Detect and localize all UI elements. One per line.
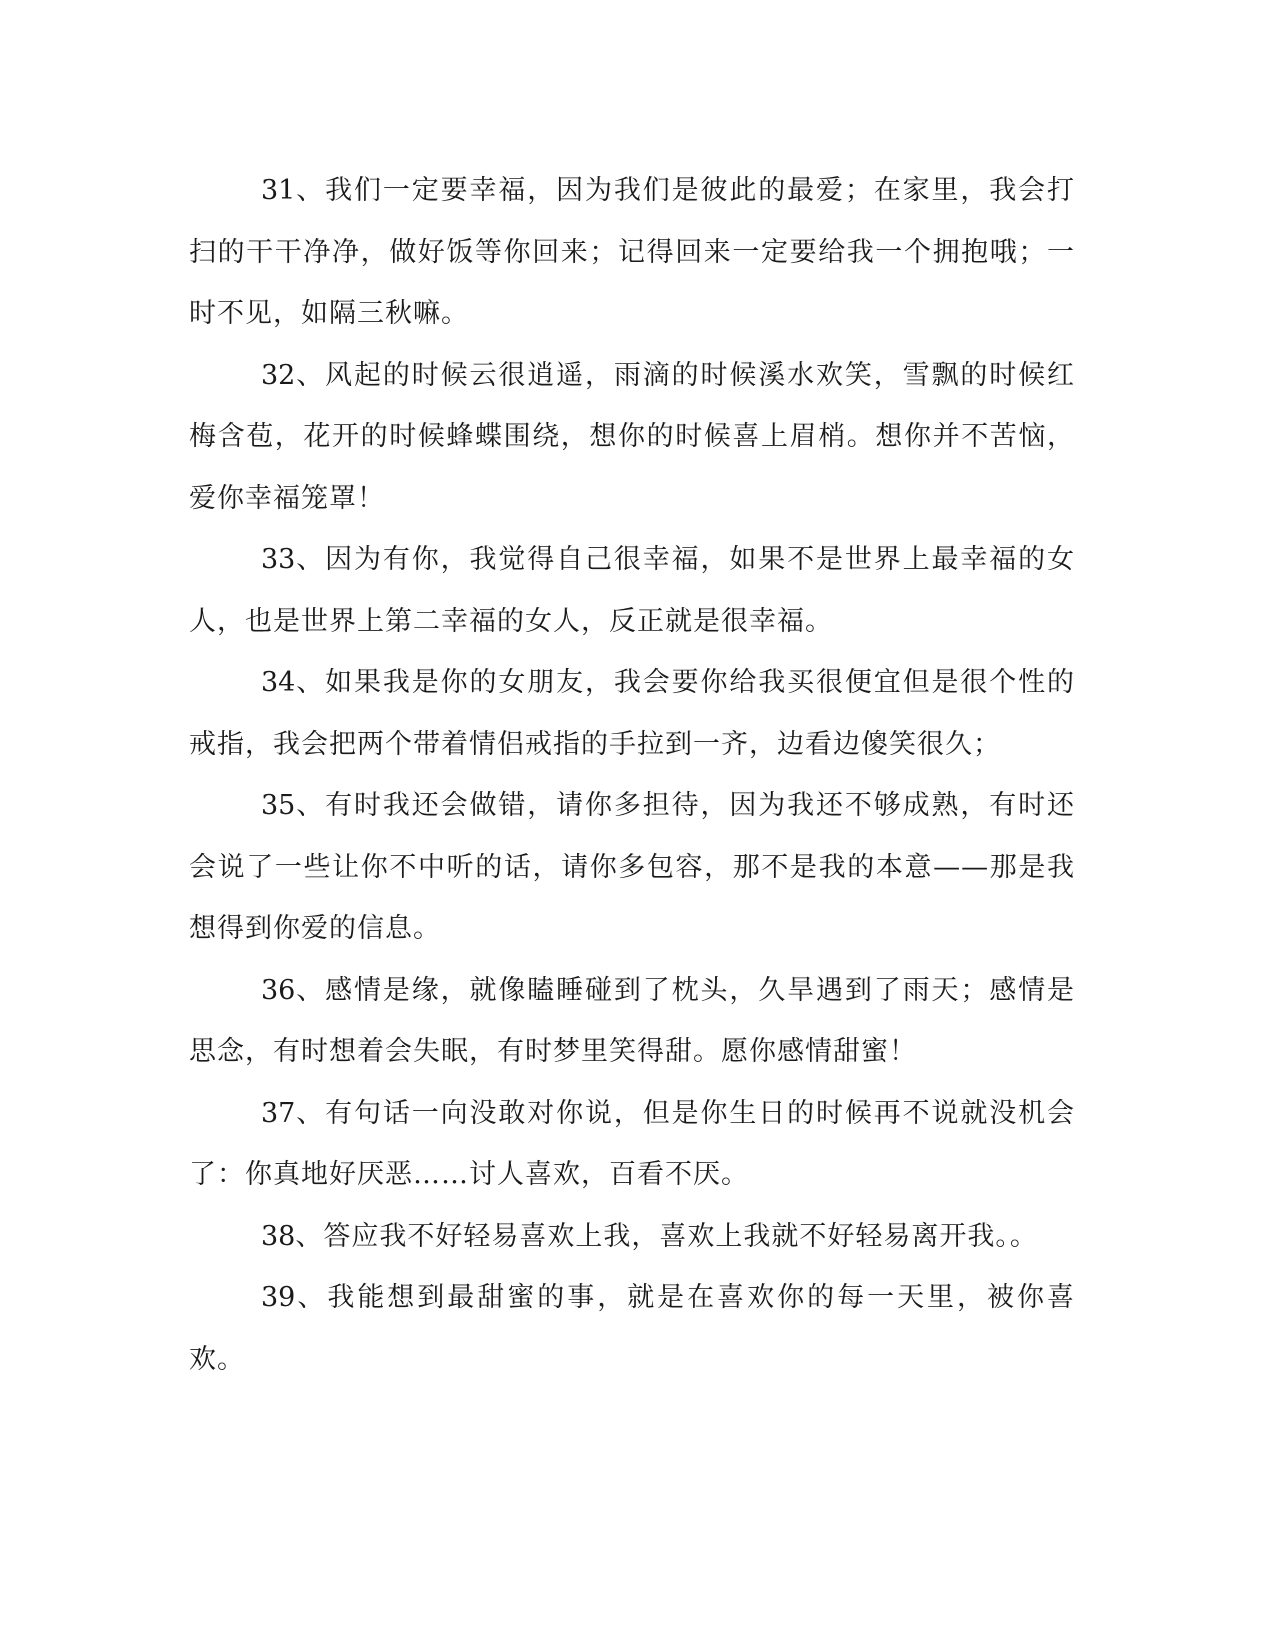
paragraph-text: 、我能想到最甜蜜的事，就是在喜欢你的每一天里，被你喜欢。 [189,1282,1075,1375]
paragraph-text: 、有时我还会做错，请你多担待，因为我还不够成熟，有时还会说了一些让你不中听的话，请你多包容，那不是我的本意——那是我想得到你爱的信息。 [189,790,1075,944]
paragraph-text: 、我们一定要幸福，因为我们是彼此的最爱；在家里，我会打扫的干干净净，做好饭等你回来；记得回来一定要给我一个拥抱哦；一时不见，如隔三秋嘛。 [189,175,1075,329]
document-body [189,160,1075,1390]
paragraph-text: 、答应我不好轻易喜欢上我，喜欢上我就不好轻易离开我。。 [295,1220,1038,1252]
paragraph-39 [189,1267,1075,1390]
paragraph-33 [189,529,1075,652]
paragraph-35 [189,775,1075,960]
paragraph-number: 32 [261,359,296,391]
paragraph-number: 39 [261,1282,296,1313]
paragraph-31 [189,160,1075,345]
paragraph-number: 35 [261,790,296,821]
paragraph-number: 37 [261,1097,296,1129]
paragraph-32 [189,345,1075,530]
paragraph-number: 38 [261,1220,296,1252]
paragraph-number: 36 [261,974,296,1006]
paragraph-text: 、因为有你，我觉得自己很幸福，如果不是世界上最幸福的女人，也是世界上第二幸福的女人，反正就是很幸福。 [189,544,1075,637]
paragraph-number: 31 [261,175,296,206]
paragraph-text: 、风起的时候云很逍遥，雨滴的时候溪水欢笑，雪飘的时候红梅含苞，花开的时候蜂蝶围绕，想你的时候喜上眉梢。想你并不苦恼，爱你幸福笼罩！ [189,359,1075,514]
paragraph-number: 34 [261,667,296,698]
paragraph-text: 、有句话一向没敢对你说，但是你生日的时候再不说就没机会了：你真地好厌恶……讨人喜欢，百看不厌。 [189,1097,1075,1190]
paragraph-36 [189,960,1075,1083]
paragraph-number: 33 [261,544,296,575]
paragraph-38 [189,1206,1075,1268]
paragraph-text: 、如果我是你的女朋友，我会要你给我买很便宜但是很个性的戒指，我会把两个带着情侣戒指的手拉到一齐，边看边傻笑很久； [189,667,1075,760]
paragraph-34 [189,652,1075,775]
paragraph-text: 、感情是缘，就像瞌睡碰到了枕头，久旱遇到了雨天；感情是思念，有时想着会失眠，有时梦里笑得甜。愿你感情甜蜜！ [189,974,1075,1067]
paragraph-37 [189,1083,1075,1206]
